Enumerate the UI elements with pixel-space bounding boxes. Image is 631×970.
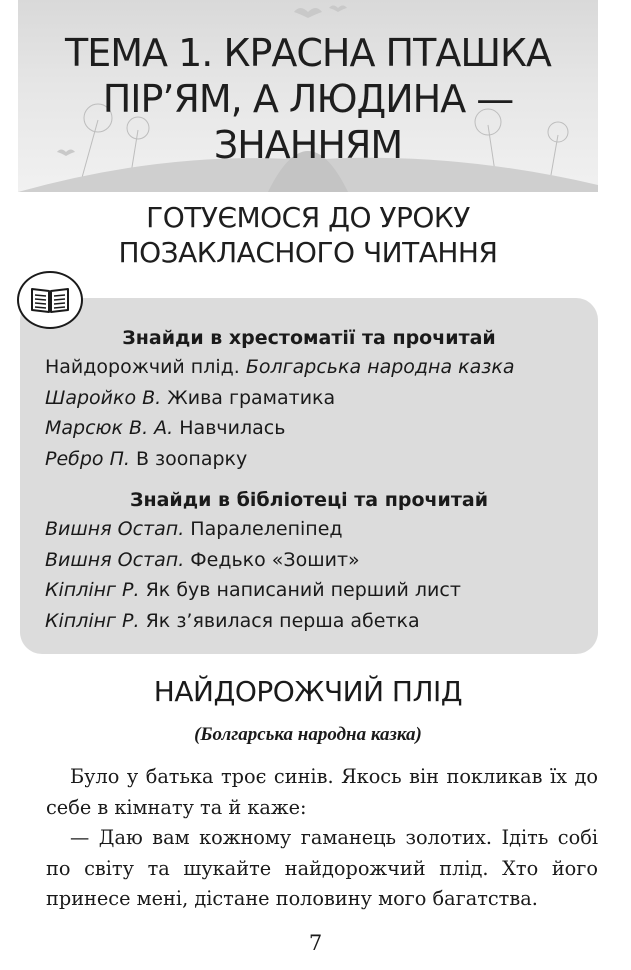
- topic-title: [18, 30, 598, 168]
- list-item: [45, 545, 461, 576]
- book-author: Вишня Остап.: [45, 518, 185, 540]
- story-paragraph: — Даю вам кожному гаманець золотих. Ідіть собі по світу та шукайте найдорожчий плід. Хто його принесе мені, дістане половину мого багатства.: [46, 826, 598, 910]
- prep-title-line: ПОЗАКЛАСНОГО ЧИТАННЯ: [118, 236, 498, 269]
- book-badge: [17, 271, 83, 329]
- list-item: [45, 413, 515, 444]
- prep-title-line: ГОТУЄМОСЯ ДО УРОКУ: [146, 201, 470, 234]
- book-title: Як з’явилася перша абетка: [145, 609, 420, 632]
- topic-header-banner: [18, 0, 598, 192]
- book-title: Як був написаний перший лист: [145, 579, 461, 601]
- book-title: Федько «Зошит»: [190, 548, 360, 571]
- reading-list-panel: [20, 298, 598, 654]
- book-author: Марсюк В. А.: [45, 417, 174, 439]
- book-author: Кіплінг Р.: [45, 579, 140, 601]
- book-title: Паралелепіпед: [190, 518, 343, 540]
- library-list: [45, 514, 461, 636]
- topic-title-line: ПІР’ЯМ, А ЛЮДИНА —: [102, 77, 514, 121]
- topic-title-line: ТЕМА 1. КРАСНА ПТАШКА: [65, 31, 551, 75]
- list-item: [45, 575, 461, 606]
- anthology-list: [45, 352, 515, 474]
- list-item: [45, 383, 515, 414]
- list-item: [45, 352, 515, 383]
- book-title: Найдорожчий плід.: [45, 356, 240, 378]
- list-item: [45, 444, 515, 475]
- book-author: Шаройко В.: [45, 386, 162, 409]
- book-genre: Болгарська народна казка: [245, 356, 515, 378]
- open-book-icon: [30, 286, 70, 314]
- library-heading: Знайди в бібліотеці та прочитай: [129, 489, 489, 511]
- page-number: 7: [308, 931, 323, 955]
- book-author: Кіплінг Р.: [45, 609, 140, 632]
- extracurricular-reading-heading: [18, 200, 598, 270]
- list-item: [45, 606, 461, 637]
- book-author: Ребро П.: [45, 447, 130, 470]
- story-body: [46, 762, 598, 915]
- book-title: Жива граматика: [167, 386, 336, 409]
- book-title: Навчилась: [179, 417, 286, 439]
- story-subtitle: (Болгарська народна казка): [194, 724, 422, 745]
- book-title: В зоопарку: [135, 447, 248, 470]
- anthology-heading: Знайди в хрестоматії та прочитай: [122, 327, 496, 349]
- list-item: [45, 514, 461, 545]
- story-paragraph: Було у батька троє синів. Якось він покликав їх до себе в кімнату та й каже:: [46, 765, 598, 819]
- topic-title-line: ЗНАННЯМ: [213, 123, 403, 167]
- book-author: Вишня Остап.: [45, 548, 185, 571]
- story-title: НАЙДОРОЖЧИЙ ПЛІД: [153, 675, 463, 708]
